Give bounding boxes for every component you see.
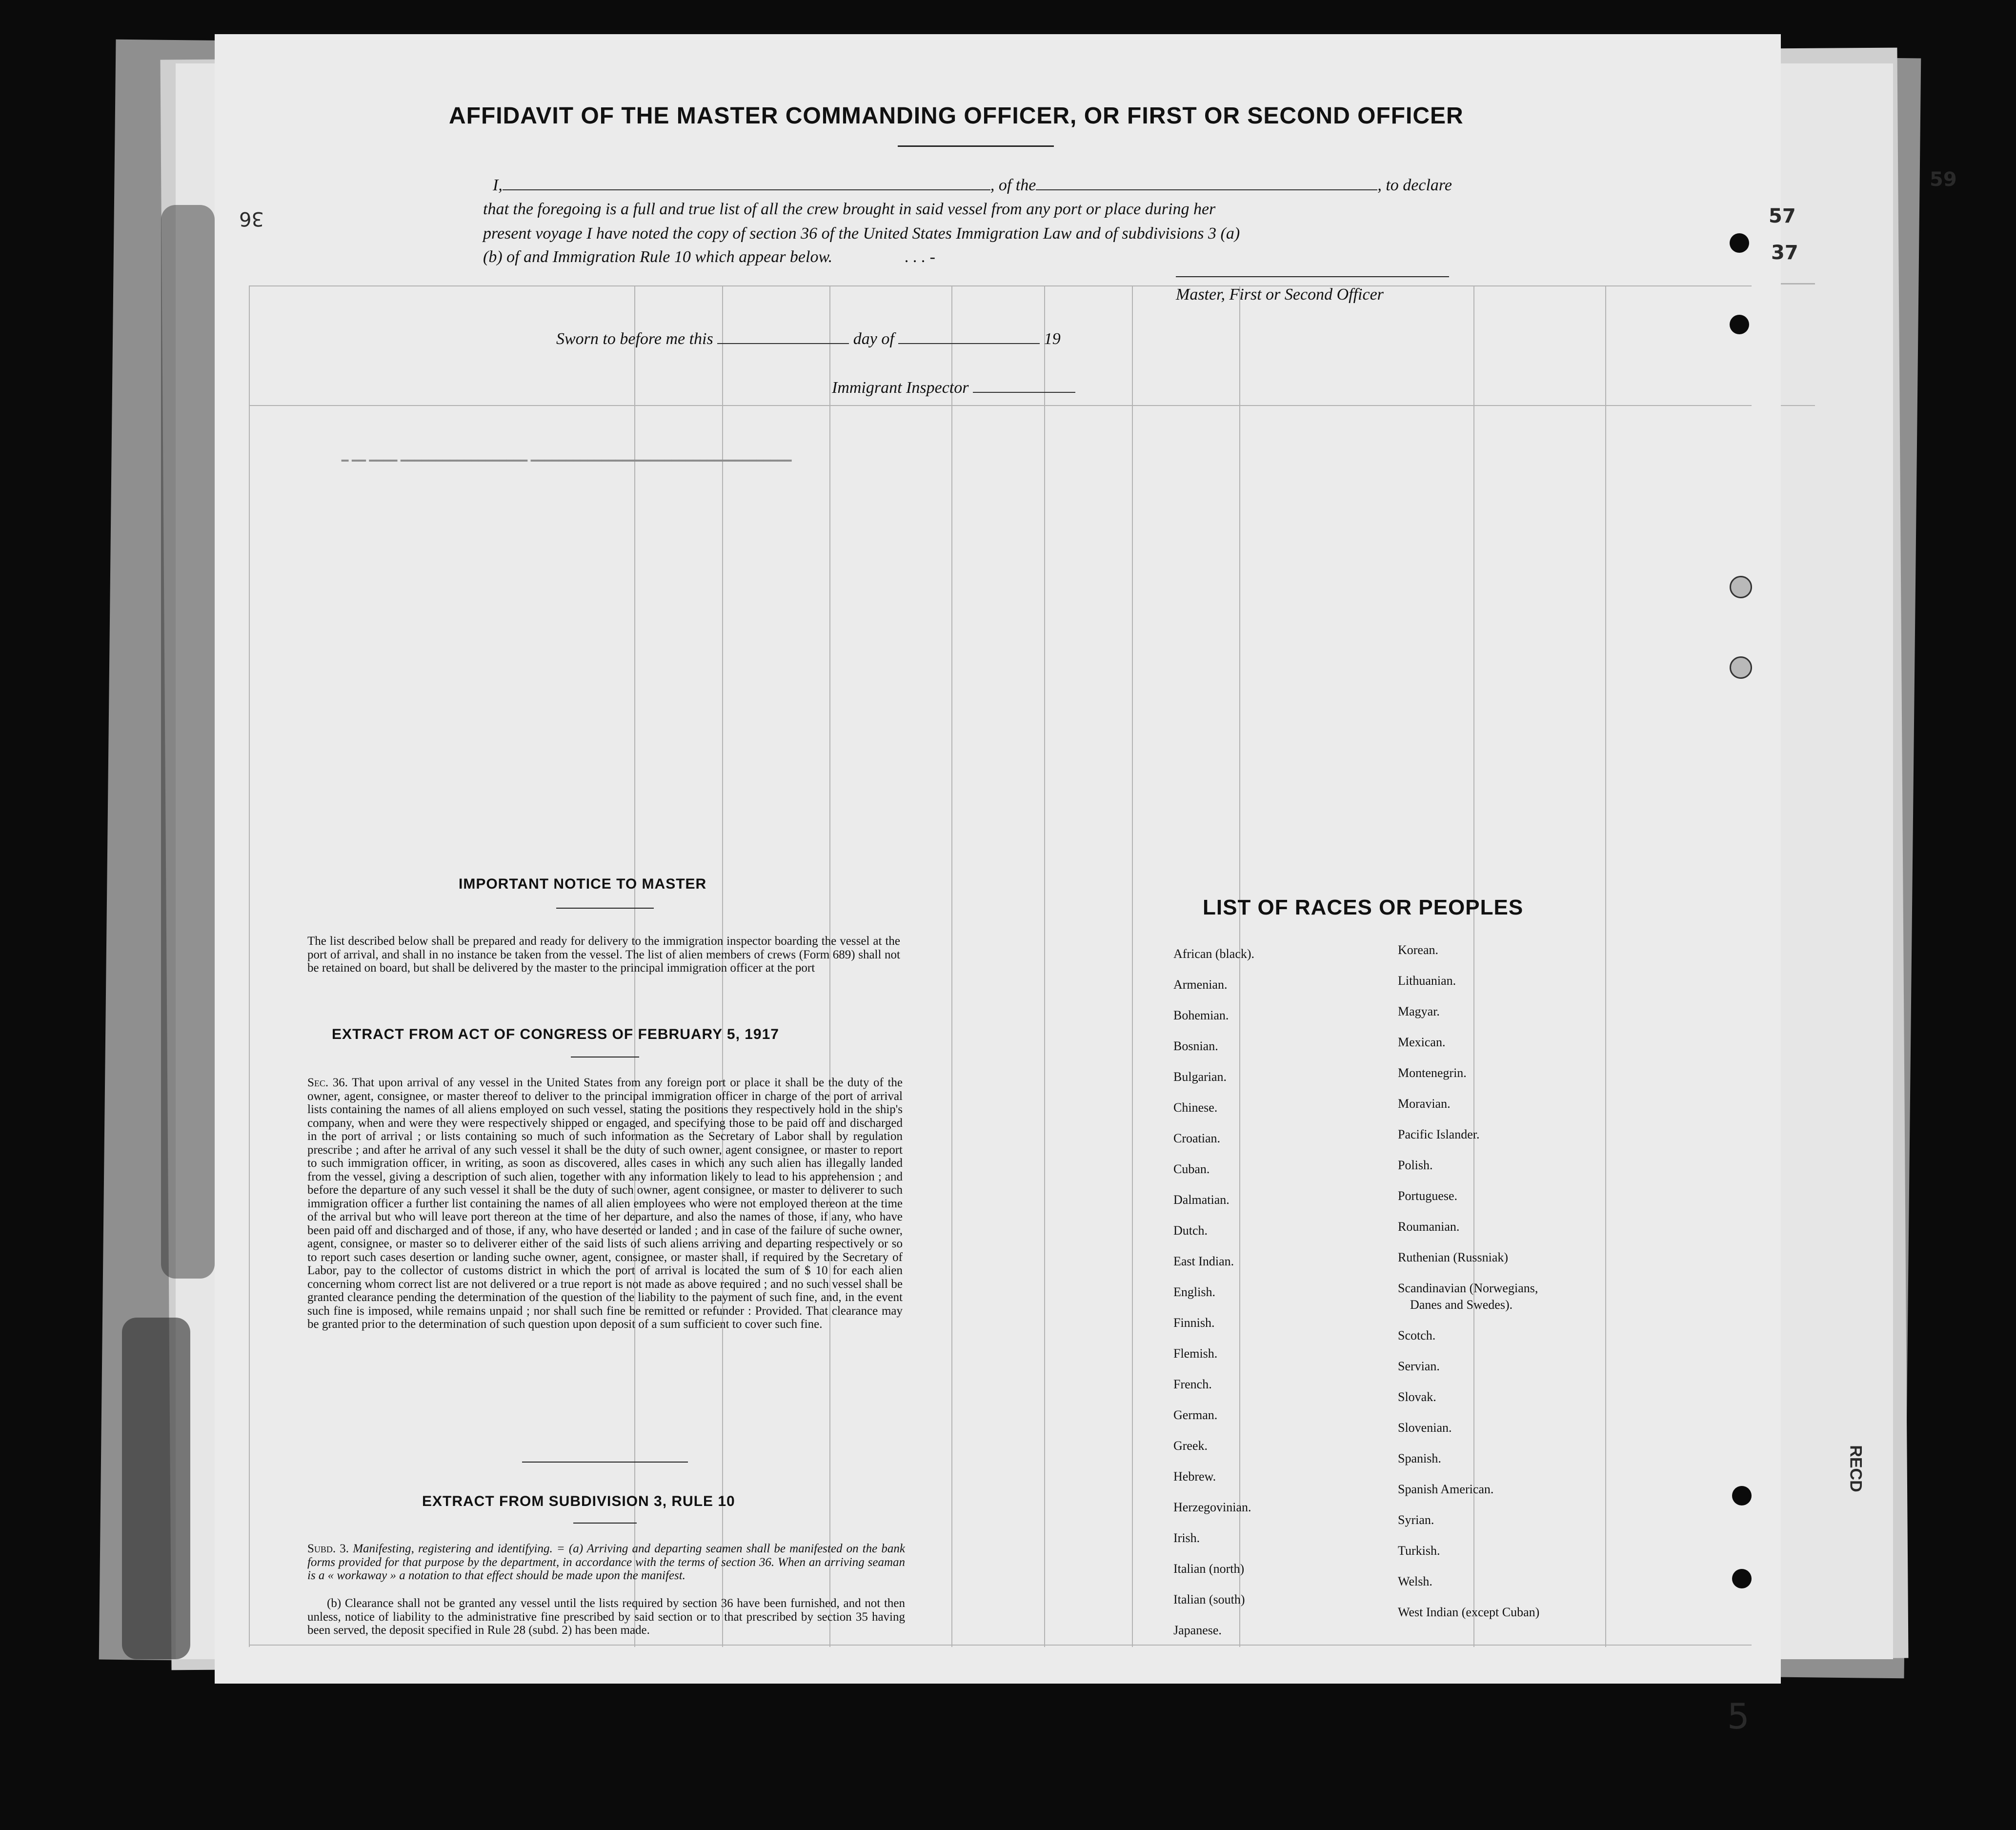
grid-line bbox=[1132, 285, 1133, 1647]
race-item: Mexican. bbox=[1398, 1035, 1446, 1049]
race-item: Dutch. bbox=[1173, 1223, 1208, 1238]
act-body: That upon arrival of any vessel in the United States from any foreign port or place it shall be the duty of the owner, agent, consignee, or master thereof to deliver to the principal immigration officer in charge of the port of arrival lists containing the names of all aliens employed on such vessel, stating the positions they respectively hold in the ship's company, when and were they were respectively shipped or engaged, and specifying those to be paid off and discharged in the port of arrival ; or lists containing so much of such information as the Secretary of Labor shall by regulation prescribe ; and after he arrival of any such vessel it shall be the duty of such owner, agent consignee, or master to report to such immigration officer, in writing, as soon as discovered, alles cases in which any such alien has illegally landed from the vessel, giving a description of such alien, together with any information likely to lead to his apprehension ; and before the departure of any such vessel it shall be the duty of such owner, agent consignee, or master to deliverer to such immigration officer a further list containing the names of all alien employees who were not employed thereon at the time of the arrival but who will leave port thereon at the time of her departure, and also the names of those, if any, who have been paid off and discharged and of those, if any, who have deserted or landed ; and in case of the failure of suche owner, agent, consignee, or master so to deliverer either of the said lists of such aliens arriving and departing respectively or so to report such cases desertion or landing suche owner, agent, consignee, or master shall, if required by the Secretary of Labor, pay to the collector of customs district in which the port of arrival is located the sum of $ 10 for each alien concerning whom correct list are not delivered or a true report is not made as above required ; and no such vessel shall be granted clearance pending the determination of the question of the liability to the payment of such fine, and, in the event such fine is imposed, while remains unpaid ; nor shall such fine be remitted or refunder : Provided. That clearance may be granted prior to the determination of such question upon deposit of a sum sufficient to cover such fine. bbox=[307, 1076, 903, 1331]
race-item: Turkish. bbox=[1398, 1544, 1440, 1558]
notice-heading: IMPORTANT NOTICE TO MASTER bbox=[459, 876, 707, 892]
notice-text: The list described below shall be prepared and ready for delivery to the immigration inspector boarding the vessel at the port of arrival, and shall in no instance be taken from the vessel. The list of alien members of crews (Form 689) shall not be retained on board, but shall be delivered by the master to the principal immigration officer at the port bbox=[307, 935, 900, 975]
affidavit-line-4-text: (b) of and Immigration Rule 10 which appear below. bbox=[483, 248, 833, 266]
title-rule bbox=[898, 145, 1054, 147]
inspector-line bbox=[832, 378, 1075, 397]
grid-line bbox=[951, 285, 952, 1647]
race-item: French. bbox=[1173, 1377, 1212, 1391]
race-item: Moravian. bbox=[1398, 1097, 1451, 1111]
right-number-57: 57 bbox=[1769, 205, 1796, 227]
affidavit-line-4 bbox=[483, 248, 935, 266]
binding-hole bbox=[1730, 315, 1749, 334]
binding-hole bbox=[1730, 576, 1752, 598]
race-item: Roumanian. bbox=[1398, 1220, 1460, 1234]
race-item: Bosnian. bbox=[1173, 1039, 1218, 1053]
race-item: Japanese. bbox=[1173, 1623, 1222, 1637]
sworn-day-blank bbox=[717, 329, 849, 344]
race-item: Italian (south) bbox=[1173, 1592, 1245, 1606]
binding-hole bbox=[1732, 1486, 1752, 1505]
affidavit-line-1 bbox=[493, 176, 1452, 195]
binding-hole bbox=[68, 215, 88, 234]
binding-hole bbox=[51, 1198, 71, 1218]
affidavit-line-4-dots: . . . - bbox=[905, 248, 935, 266]
affidavit-sheet bbox=[215, 34, 1781, 1684]
act-heading: EXTRACT FROM ACT OF CONGRESS OF FEBRUARY 5, 1917 bbox=[332, 1026, 779, 1042]
act-text bbox=[307, 1076, 903, 1331]
grid-line bbox=[1473, 285, 1474, 1647]
ink-smear bbox=[122, 1318, 190, 1659]
race-item: Finnish. bbox=[1173, 1316, 1215, 1330]
race-item: East Indian. bbox=[1173, 1254, 1234, 1268]
binding-hole bbox=[51, 1527, 71, 1547]
affidavit-line-3: present voyage I have noted the copy of section 36 of the United States Immigration Law and of subdivisions 3 (a) bbox=[483, 224, 1240, 243]
bleed-through-mark: ━ ━━ ━━━━ ━━━━━━━━━━━━━━━━━━ ━━━━━━━━━━━━━━━━━━━━━━━━━━━━━━━━━━━━━ bbox=[342, 454, 792, 468]
race-item: Lithuanian. bbox=[1398, 974, 1456, 988]
rule-text-b: (b) Clearance shall not be granted any vessel until the lists required by section 36 have been furnished, and not then unless, notice of liability to the administrative fine prescribed by said section or to that prescribed by section 35 having been served, the deposit specified in Rule 28 (subd. 2) has been made. bbox=[307, 1597, 905, 1637]
race-item: West Indian (except Cuban) bbox=[1398, 1605, 1540, 1619]
grid-line bbox=[249, 285, 250, 1647]
signature-line bbox=[1176, 276, 1449, 277]
year-prefix: 19 bbox=[1044, 330, 1061, 348]
binding-hole bbox=[51, 1452, 71, 1471]
right-number-37: 37 bbox=[1771, 242, 1798, 264]
affidavit-line-2: that the foregoing is a full and true list of all the crew brought in said vessel from any port or place during her bbox=[483, 200, 1216, 218]
race-item: Greek. bbox=[1173, 1439, 1208, 1453]
race-item: Pacific Islander. bbox=[1398, 1127, 1480, 1141]
race-item: African (black). bbox=[1173, 947, 1255, 961]
race-item: Hebrew. bbox=[1173, 1469, 1216, 1484]
race-item: Armenian. bbox=[1173, 977, 1228, 992]
binding-hole bbox=[68, 298, 88, 317]
race-item: Chinese. bbox=[1173, 1100, 1218, 1115]
race-item: Welsh. bbox=[1398, 1574, 1432, 1588]
binding-hole bbox=[54, 561, 73, 581]
sworn-line bbox=[556, 329, 1061, 348]
inspector-blank bbox=[973, 378, 1075, 393]
day-of-label: day of bbox=[853, 330, 894, 348]
grid-line bbox=[249, 285, 1752, 286]
grid-line bbox=[249, 1645, 1752, 1646]
race-item: Bulgarian. bbox=[1173, 1070, 1227, 1084]
race-item: Dalmatian. bbox=[1173, 1193, 1230, 1207]
race-item: Korean. bbox=[1398, 943, 1439, 957]
race-item: English. bbox=[1173, 1285, 1215, 1299]
race-item: Slovenian. bbox=[1398, 1421, 1452, 1435]
inspector-label: Immigrant Inspector bbox=[832, 379, 969, 397]
sworn-label: Sworn to before me this bbox=[556, 330, 713, 348]
rule-rule bbox=[573, 1523, 637, 1524]
binding-hole bbox=[1732, 1569, 1752, 1588]
race-item: Scotch. bbox=[1398, 1328, 1436, 1342]
race-item: Herzegovinian. bbox=[1173, 1500, 1251, 1514]
binding-hole bbox=[1730, 656, 1752, 679]
binding-hole bbox=[54, 634, 73, 654]
page-mark: 5 bbox=[1727, 1696, 1750, 1737]
race-item: Flemish. bbox=[1173, 1346, 1218, 1361]
race-item: Syrian. bbox=[1398, 1513, 1434, 1527]
grid-line bbox=[1044, 285, 1045, 1647]
race-item: Polish. bbox=[1398, 1158, 1433, 1172]
vessel-blank bbox=[1036, 176, 1377, 190]
race-item: Italian (north) bbox=[1173, 1562, 1245, 1576]
race-item: Cuban. bbox=[1173, 1162, 1210, 1176]
sworn-month-blank bbox=[898, 329, 1040, 344]
grid-line bbox=[1239, 285, 1240, 1647]
notice-rule bbox=[556, 908, 654, 909]
affidavit-of-the: , of the bbox=[990, 176, 1036, 194]
rule-body-a: Manifesting, registering and identifying. = (a) Arriving and departing seamen shall be manifested on the bank forms provided for that purpose by the department, in accordance with the terms of section 36. When an arriving seaman is a « workaway » a notation to that effect should be made upon the manifest. bbox=[307, 1542, 905, 1582]
race-item: Slovak. bbox=[1398, 1390, 1436, 1404]
name-blank bbox=[503, 176, 990, 190]
section-divider bbox=[522, 1462, 688, 1463]
master-signature-label: Master, First or Second Officer bbox=[1176, 285, 1384, 304]
race-item: Servian. bbox=[1398, 1359, 1440, 1373]
grid-line bbox=[1605, 285, 1606, 1647]
rule-text-a bbox=[307, 1542, 905, 1583]
affidavit-i: I, bbox=[493, 176, 503, 194]
race-item: Danes and Swedes). bbox=[1410, 1298, 1513, 1312]
race-item: German. bbox=[1173, 1408, 1218, 1422]
race-item: Spanish. bbox=[1398, 1451, 1441, 1465]
grid-line bbox=[249, 405, 1752, 406]
race-item: Bohemian. bbox=[1173, 1008, 1229, 1022]
rule-heading: EXTRACT FROM SUBDIVISION 3, RULE 10 bbox=[422, 1493, 735, 1509]
race-item: Portuguese. bbox=[1398, 1189, 1458, 1203]
race-item: Ruthenian (Russniak) bbox=[1398, 1250, 1509, 1264]
received-stamp: RECD bbox=[1846, 1445, 1865, 1492]
act-sec-label: Sec. 36. bbox=[307, 1076, 348, 1089]
affidavit-to-declare: , to declare bbox=[1377, 176, 1452, 194]
race-item: Scandinavian (Norwegians, bbox=[1398, 1281, 1538, 1295]
affidavit-title: AFFIDAVIT OF THE MASTER COMMANDING OFFICER, OR FIRST OR SECOND OFFICER bbox=[449, 103, 1464, 129]
binding-hole bbox=[51, 1118, 71, 1137]
race-item: Irish. bbox=[1173, 1531, 1200, 1545]
right-top-number: 59 bbox=[1930, 168, 1957, 191]
race-item: Magyar. bbox=[1398, 1004, 1440, 1018]
rule-subd-label: Subd. 3. bbox=[307, 1542, 349, 1555]
ink-smear bbox=[161, 205, 215, 1279]
race-item: Croatian. bbox=[1173, 1131, 1221, 1145]
race-item: Montenegrin. bbox=[1398, 1066, 1467, 1080]
race-item: Spanish American. bbox=[1398, 1482, 1494, 1496]
binding-hole bbox=[1730, 233, 1749, 253]
left-margin-number: 36 bbox=[239, 207, 264, 230]
races-heading: LIST OF RACES OR PEOPLES bbox=[1203, 895, 1524, 919]
